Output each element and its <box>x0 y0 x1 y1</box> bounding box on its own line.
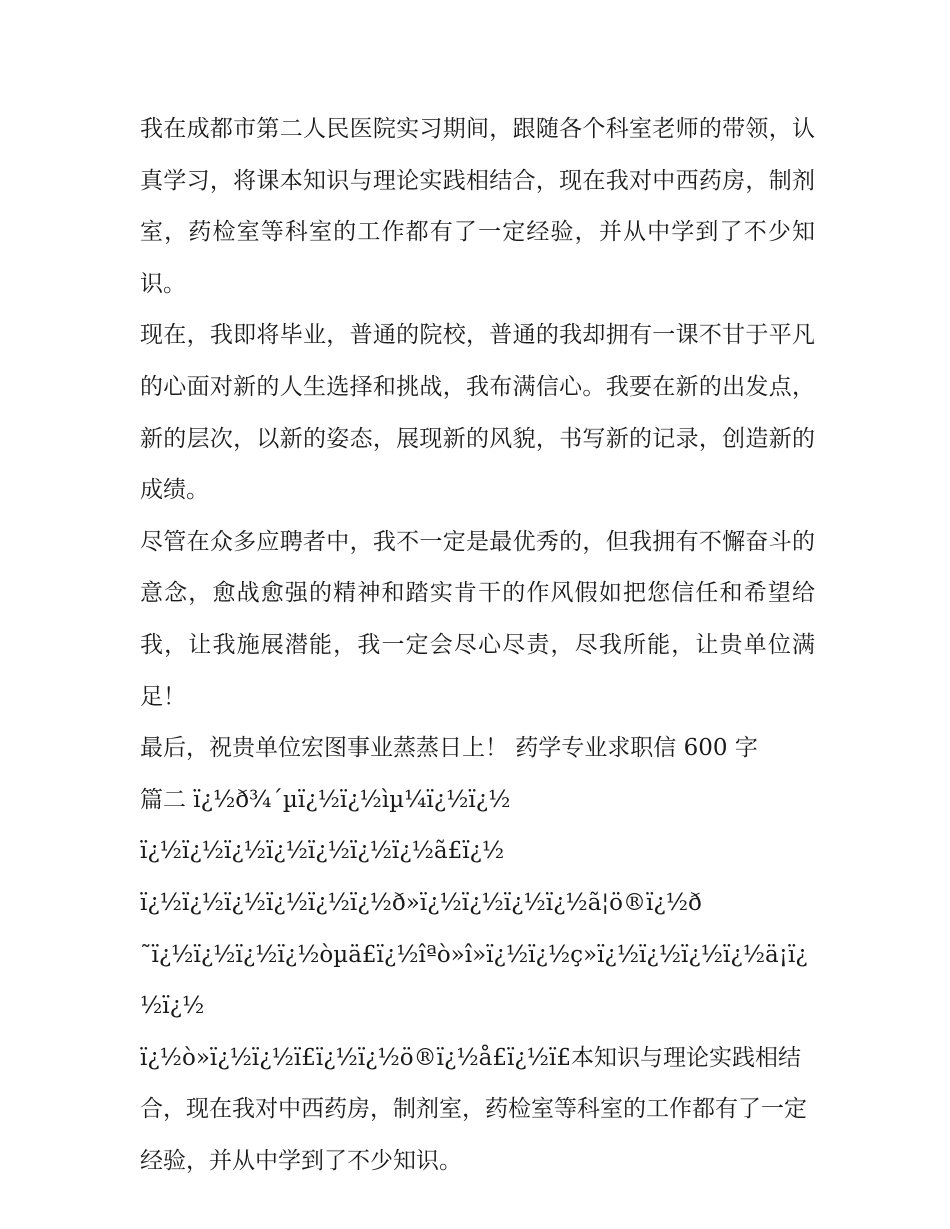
paragraph-graduation: 现在，我即将毕业，普通的院校，普通的我却拥有一课不甘于平凡的心面对新的人生选择和挑战，我布满信心。我要在新的出发点，新的层次，以新的姿态，展现新的风貌，书写新的记录，创造新的成绩。 <box>140 322 815 504</box>
paragraph-commitment: 尽管在众多应聘者中，我不一定是最优秀的，但我拥有不懈奋斗的意念，愈战愈强的精神和踏实肯干的作风假如把您信任和希望给我，让我施展潜能，我一定会尽心尽责，尽我所能，让贵单位满足！ <box>140 528 815 710</box>
paragraph-internship: 我在成都市第二人民医院实习期间，跟随各个科室老师的带领，认真学习，将课本知识与理论实践相结合，现在我对中西药房，制剂室，药检室等科室的工作都有了一定经验，并从中学到了不少知识。 <box>140 116 815 297</box>
paragraph-closing: 最后，祝贵单位宏图事业蒸蒸日上！ 药学专业求职信 600 字 <box>140 735 758 762</box>
document-body <box>140 104 815 1187</box>
paragraph-garbled-section-two: 篇二 ï¿½ð¾´µï¿½ï¿½ìµ¼ï¿½ï¿½ ï¿½ï¿½ï¿½ï¿½ï¿½ï¿½ï¿½ã£ï¿½ ï¿½ï¿½ï¿½ï¿½ï¿½ï¿½ð»ï¿½ï¿½ï¿½ï¿½ã¦ö®ï¿½ð ˜ï¿½ï¿½ï¿½ï¿½òµä£ï¿½îªò»î»ï¿½ï¿½ç»ï¿½ï¿½ï¿½ï¿½ä¡ï¿½ï¿½ ï¿½ò»ï¿½ï¿½ï£ï¿½ï¿½ö®ï¿½å£ï¿½ï£本知识与理论实践相结合，现在我对中西药房，制剂室，药检室等科室的工作都有了一定经验，并从中学到了不少知识。 <box>140 786 808 1174</box>
